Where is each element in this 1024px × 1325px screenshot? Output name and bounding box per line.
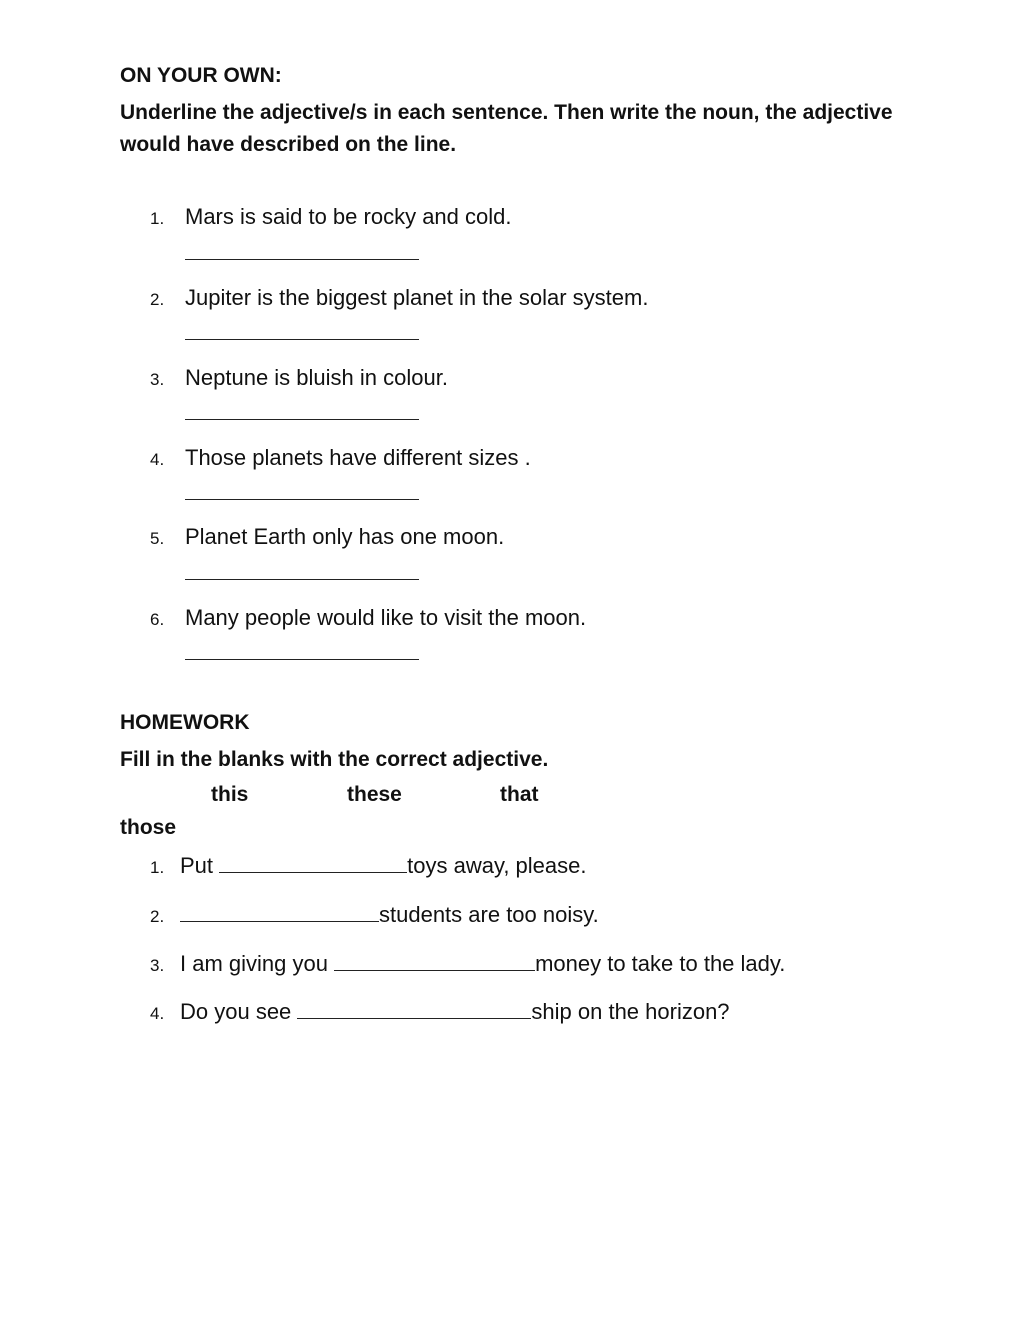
word-bank-item: those xyxy=(120,816,177,839)
question-text-after: students are too noisy. xyxy=(379,902,599,927)
question-text: Neptune is bluish in colour. xyxy=(185,365,448,390)
fill-in-blank[interactable] xyxy=(219,854,407,873)
question-text-after: money to take to the lady. xyxy=(535,951,786,976)
question-number: 4. xyxy=(150,1004,165,1023)
fill-in-blank[interactable] xyxy=(180,903,379,922)
question-text-before: I am giving you xyxy=(180,951,335,976)
question-text xyxy=(180,853,587,879)
question-text: Mars is said to be rocky and cold. xyxy=(185,204,512,229)
question-text-after: toys away, please. xyxy=(407,853,587,878)
question-text-after: ship on the horizon? xyxy=(531,999,730,1024)
question-number: 1. xyxy=(150,209,165,228)
fill-in-blank[interactable] xyxy=(334,952,535,971)
section-title-on-your-own: ON YOUR OWN: xyxy=(120,64,282,87)
question-number: 6. xyxy=(150,610,165,629)
question-text: Jupiter is the biggest planet in the solar system. xyxy=(185,285,649,310)
question-text xyxy=(180,999,730,1025)
question-number: 2. xyxy=(150,290,165,309)
answer-line[interactable] xyxy=(185,659,419,660)
word-bank-item: that xyxy=(500,783,539,806)
question-text: Those planets have different sizes . xyxy=(185,445,531,470)
section-title-homework: HOMEWORK xyxy=(120,711,250,734)
question-text-before: Put xyxy=(180,853,220,878)
question-number: 3. xyxy=(150,956,165,975)
question-number: 3. xyxy=(150,370,165,389)
fill-in-blank[interactable] xyxy=(297,1000,531,1019)
question-text: Many people would like to visit the moon. xyxy=(185,605,587,630)
word-bank-item: these xyxy=(347,783,402,806)
section-instructions-underline: Underline the adjective/s in each sentence. Then write the noun, the adjective would have described on the line. xyxy=(120,101,893,156)
question-number: 2. xyxy=(150,907,165,926)
answer-line[interactable] xyxy=(185,579,419,580)
answer-line[interactable] xyxy=(185,419,419,420)
word-bank-item: this xyxy=(211,783,249,806)
question-text-before: Do you see xyxy=(180,999,298,1024)
question-number: 5. xyxy=(150,529,165,548)
answer-line[interactable] xyxy=(185,259,419,260)
question-number: 4. xyxy=(150,450,165,469)
question-text: Planet Earth only has one moon. xyxy=(185,524,505,549)
question-text xyxy=(180,951,785,977)
answer-line[interactable] xyxy=(185,339,419,340)
question-text xyxy=(180,902,599,928)
section-instructions-fill-blanks: Fill in the blanks with the correct adjective. xyxy=(120,748,549,771)
question-number: 1. xyxy=(150,858,165,877)
answer-line[interactable] xyxy=(185,499,419,500)
